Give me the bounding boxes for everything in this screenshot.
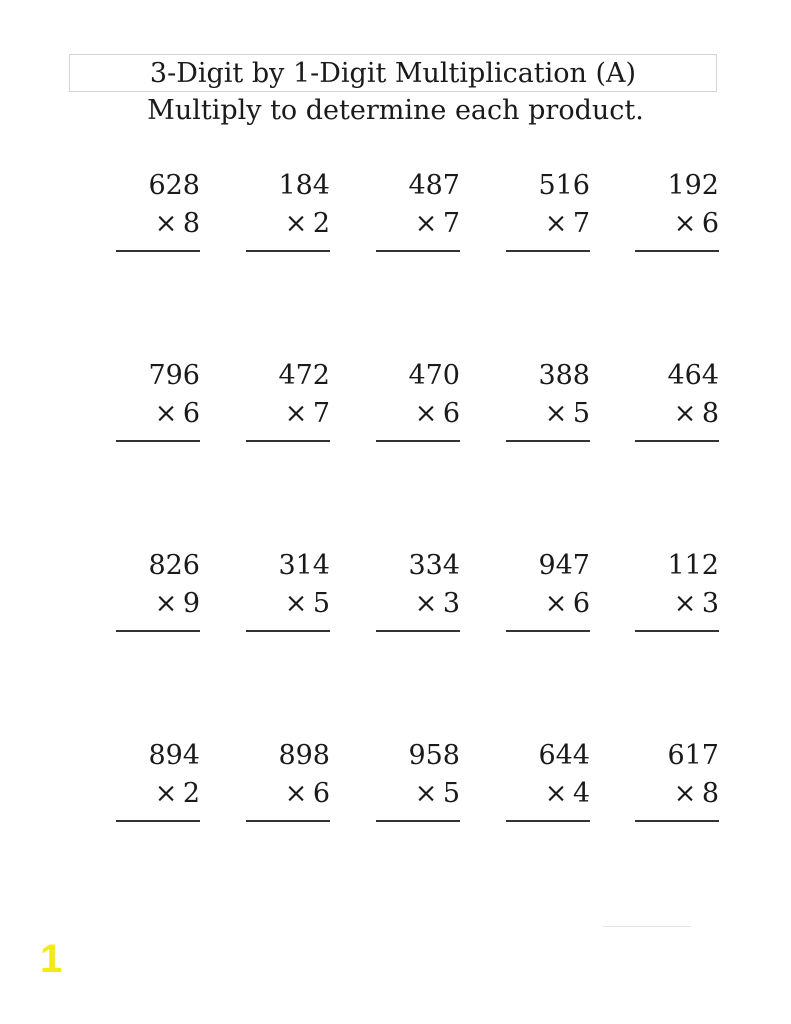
multiplier-line [155, 396, 200, 432]
multiplicand: 334 [408, 550, 460, 581]
multiply-sign: × [673, 208, 697, 239]
multiplier: 6 [182, 398, 200, 429]
multiplicand: 796 [148, 360, 200, 391]
multiplication-problem [246, 168, 330, 239]
multiplicand: 644 [538, 740, 590, 771]
multiplier: 2 [312, 208, 330, 239]
worksheet-title [69, 54, 717, 92]
multiplication-problem [376, 168, 460, 239]
multiplier-line [674, 206, 719, 242]
page-number: 1 [40, 937, 63, 981]
multiplier: 3 [442, 588, 460, 619]
multiplicand: 464 [667, 360, 719, 391]
multiply-sign: × [544, 398, 568, 429]
multiplicand: 826 [148, 550, 200, 581]
multiplication-problem [506, 168, 590, 239]
answer-line [246, 820, 330, 822]
multiply-sign: × [544, 778, 568, 809]
multiplier: 2 [182, 778, 200, 809]
multiply-sign: × [673, 778, 697, 809]
multiplier-line [545, 396, 590, 432]
multiplier-line [285, 776, 330, 812]
multiplier-line [545, 206, 590, 242]
multiplier-line [674, 776, 719, 812]
answer-line [376, 250, 460, 252]
multiplier-line [155, 586, 200, 622]
worksheet-instructions: Multiply to determine each product. [147, 95, 644, 126]
multiply-sign: × [154, 398, 178, 429]
multiplier: 7 [442, 208, 460, 239]
multiplication-problem [506, 548, 590, 619]
multiplier-line [415, 586, 460, 622]
multiply-sign: × [414, 208, 438, 239]
multiplication-problem [246, 548, 330, 619]
multiply-sign: × [284, 208, 308, 239]
multiply-sign: × [414, 398, 438, 429]
multiplier: 7 [312, 398, 330, 429]
answer-line [246, 250, 330, 252]
answer-line [376, 440, 460, 442]
multiplicand: 388 [538, 360, 590, 391]
multiplicand: 947 [538, 550, 590, 581]
multiply-sign: × [414, 778, 438, 809]
multiplier: 9 [182, 588, 200, 619]
multiplicand: 472 [278, 360, 330, 391]
multiplier: 8 [701, 398, 719, 429]
multiply-sign: × [284, 778, 308, 809]
answer-line [635, 250, 719, 252]
answer-line [246, 440, 330, 442]
multiply-sign: × [544, 208, 568, 239]
multiplicand: 617 [667, 740, 719, 771]
answer-line [116, 630, 200, 632]
answer-line [376, 630, 460, 632]
answer-line [506, 820, 590, 822]
multiplication-problem [116, 358, 200, 429]
multiply-sign: × [284, 398, 308, 429]
multiplication-problem [635, 358, 719, 429]
multiplication-problem [635, 738, 719, 809]
multiplier: 8 [701, 778, 719, 809]
multiplicand: 314 [278, 550, 330, 581]
answer-line [635, 440, 719, 442]
multiplier: 8 [182, 208, 200, 239]
answer-line [246, 630, 330, 632]
multiplicand: 184 [278, 170, 330, 201]
multiplication-problem [635, 168, 719, 239]
multiply-sign: × [673, 588, 697, 619]
multiplicand: 898 [278, 740, 330, 771]
multiply-sign: × [154, 208, 178, 239]
multiplier-line [285, 396, 330, 432]
answer-line [506, 440, 590, 442]
answer-line [635, 820, 719, 822]
multiplier-line [155, 776, 200, 812]
multiplication-problem [506, 738, 590, 809]
multiplication-problem [246, 738, 330, 809]
multiplier-line [674, 396, 719, 432]
multiplier: 6 [701, 208, 719, 239]
multiplier-line [155, 206, 200, 242]
multiplicand: 958 [408, 740, 460, 771]
multiplier-line [285, 206, 330, 242]
multiplicand: 487 [408, 170, 460, 201]
multiply-sign: × [154, 588, 178, 619]
multiplier: 6 [312, 778, 330, 809]
multiply-sign: × [414, 588, 438, 619]
answer-line [506, 250, 590, 252]
answer-line [116, 440, 200, 442]
multiplication-problem [116, 548, 200, 619]
multiplicand: 112 [667, 550, 719, 581]
multiplier: 6 [572, 588, 590, 619]
multiplier-line [415, 776, 460, 812]
multiplier: 4 [572, 778, 590, 809]
multiplication-problem [635, 548, 719, 619]
multiplier: 5 [442, 778, 460, 809]
multiplier-line [545, 586, 590, 622]
multiply-sign: × [544, 588, 568, 619]
multiplier-line [415, 396, 460, 432]
worksheet-title-text: 3-Digit by 1-Digit Multiplication (A) [149, 57, 637, 89]
multiplicand: 628 [148, 170, 200, 201]
multiplier-line [545, 776, 590, 812]
multiplicand: 470 [408, 360, 460, 391]
multiplication-problem [246, 358, 330, 429]
multiply-sign: × [284, 588, 308, 619]
multiplicand: 516 [538, 170, 590, 201]
multiplicand: 192 [667, 170, 719, 201]
answer-line [506, 630, 590, 632]
multiplier-line [415, 206, 460, 242]
multiplier: 5 [312, 588, 330, 619]
multiplier-line [674, 586, 719, 622]
multiplication-problem [376, 358, 460, 429]
answer-line [116, 250, 200, 252]
multiplier: 7 [572, 208, 590, 239]
multiplication-problem [376, 738, 460, 809]
answer-line [376, 820, 460, 822]
divider [603, 926, 691, 927]
multiplier: 3 [701, 588, 719, 619]
multiplier: 5 [572, 398, 590, 429]
multiply-sign: × [154, 778, 178, 809]
multiply-sign: × [673, 398, 697, 429]
multiplicand: 894 [148, 740, 200, 771]
multiplication-problem [506, 358, 590, 429]
answer-line [116, 820, 200, 822]
multiplication-problem [116, 738, 200, 809]
answer-line [635, 630, 719, 632]
multiplication-problem [116, 168, 200, 239]
multiplication-problem [376, 548, 460, 619]
multiplier-line [285, 586, 330, 622]
multiplier: 6 [442, 398, 460, 429]
